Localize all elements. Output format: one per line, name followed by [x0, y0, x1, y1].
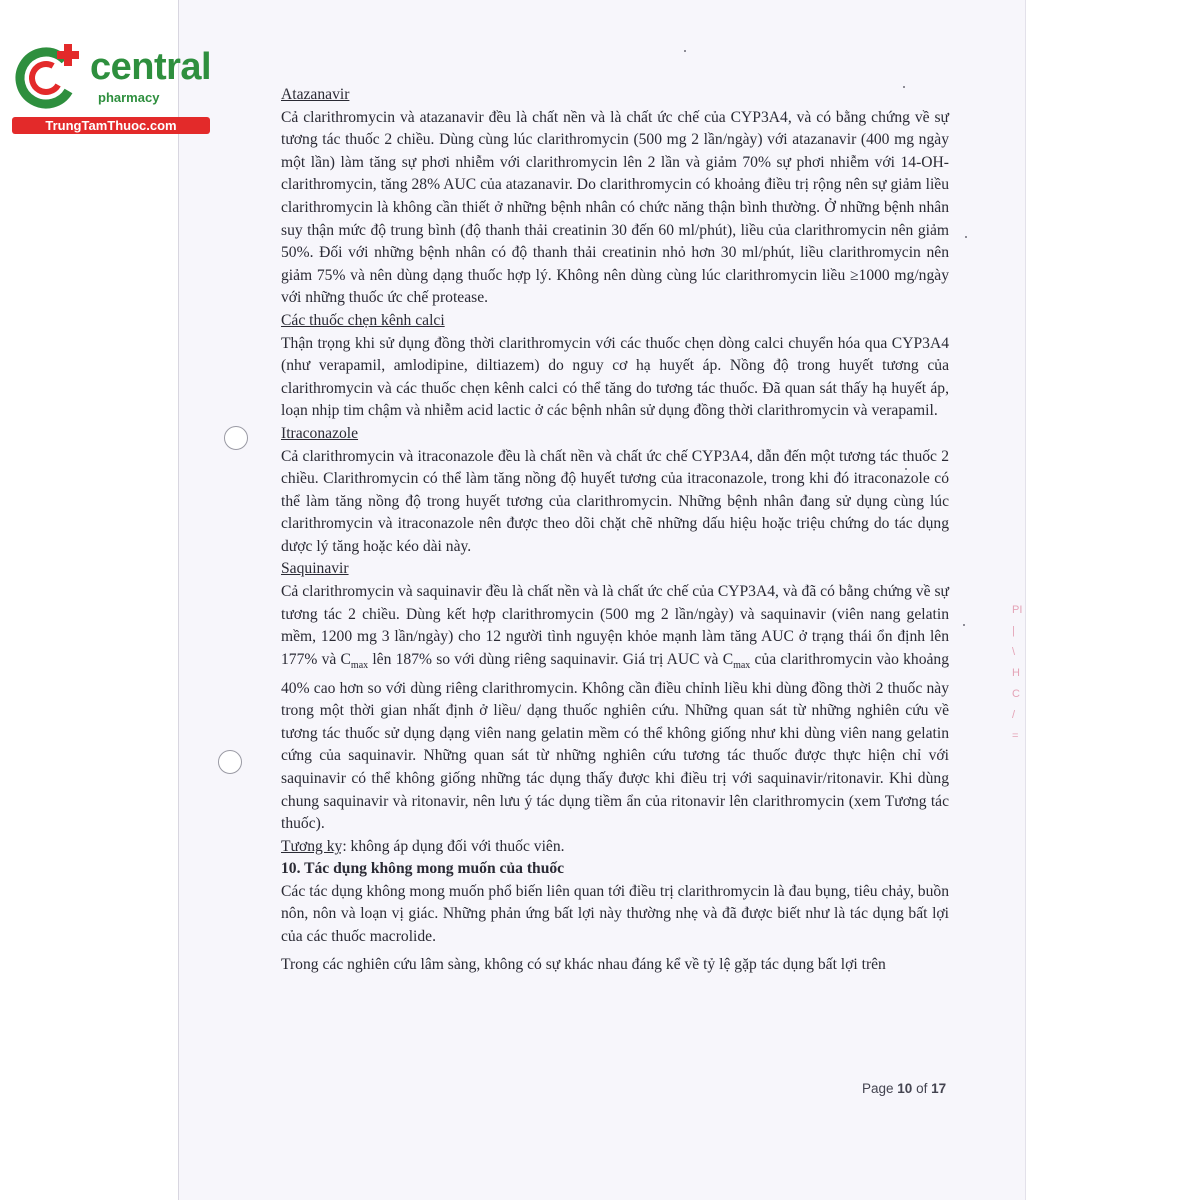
brand-website: TrungTamThuoc.com [12, 117, 210, 134]
section-heading-itraconazole: Itraconazole [281, 424, 359, 442]
scan-speck [965, 236, 967, 238]
subscript: max [350, 659, 369, 671]
text-run: Cả clarithromycin và saquinavir đều là chất nền và là chất ức chế của CYP3A4, và đã có bằng chứng về sự tương tác 2 chiều. Dùng kết hợp clarithromycin (500 mg 2 lần/ngày) và saquinavir (viên nang gelatin mềm, 1200 mg 3 lần/ngày) cho 12 người tình nguyện khỏe mạnh làm tăng AUC ở trạng thái ổn định lên 177% và C [281, 583, 949, 668]
incompatibility-text: : không áp dụng đối với thuốc viên. [342, 837, 565, 855]
page-number [862, 1081, 946, 1096]
page-prefix: Page [862, 1081, 898, 1096]
margin-mark: PI [1012, 604, 1023, 616]
section-heading-calcium: Các thuốc chẹn kênh calci [281, 311, 445, 329]
central-pharmacy-logo [10, 38, 215, 138]
pharmacy-cross-icon [10, 38, 88, 116]
page-current: 10 [897, 1081, 913, 1096]
section-10-title: 10. Tác dụng không mong muốn của thuốc [281, 860, 565, 878]
margin-stamp-marks [1012, 600, 1032, 747]
section-heading-atazanavir: Atazanavir [281, 86, 350, 103]
incompatibility-label: Tương kỵ [281, 837, 343, 855]
paragraph-side-effects-2: Trong các nghiên cứu lâm sàng, không có sự khác nhau đáng kể về tỷ lệ gặp tác dụng bất lợi trên [281, 955, 886, 973]
page-of: of [912, 1081, 932, 1096]
paragraph-atazanavir: Cả clarithromycin và atazanavir đều là chất nền và là chất ức chế của CYP3A4, và có bằng chứng về sự tương tác thuốc 2 chiều. Dùng cùng lúc clarithromycin (500 mg 2 lần/ngày) với atazanavir (400 mg ngày một lần) làm tăng sự phơi nhiễm với clarithromycin lên 2 lần và giảm 70% sự phơi nhiễm với 14-OH-clarithromycin, tăng 28% AUC của atazanavir. Do clarithromycin có khoảng điều trị rộng nên sự giảm liều clarithromycin là không cần thiết ở những bệnh nhân có chức năng thận bình thường. Ở những bệnh nhân suy thận mức độ trung bình (độ thanh thải creatinin 30 đến 60 ml/phút), liều của clarithromycin nên giảm 50%. Đối với những bệnh nhân có độ thanh thải creatinin nhỏ hơn 30 ml/phút, liều clarithromycin nên giảm 75% và nên dùng dạng thuốc hợp lý. Không nên dùng cùng lúc clarithromycin liều ≥1000 mg/ngày với những thuốc ức chế protease. [281, 108, 949, 307]
margin-mark: C [1012, 688, 1020, 700]
punch-hole [224, 426, 248, 450]
margin-mark: / [1012, 709, 1016, 721]
brand-name: central [90, 46, 212, 88]
scan-speck [684, 50, 686, 52]
scan-speck [963, 624, 965, 626]
margin-mark: H [1012, 667, 1020, 679]
margin-mark: | [1012, 625, 1015, 637]
paragraph-side-effects-1: Các tác dụng không mong muốn phổ biến liên quan tới điều trị clarithromycin là đau bụng, tiêu chảy, buồn nôn, nôn và loạn vị giác. Những phản ứng bất lợi này thường nhẹ và đã được biết như là tác dụng bất lợi của các thuốc macrolide. [281, 882, 949, 946]
paragraph-saquinavir [281, 581, 949, 836]
text-run: của clarithromycin vào khoảng 40% cao hơn so với dùng riêng clarithromycin. Không cần điều chỉnh liều khi dùng đồng thời 2 thuốc này trong một thời gian nhất định ở liều/ dạng thuốc nghiên cứu. Những quan sát từ những nghiên cứu về tương tác thuốc sử dụng dạng viên nang gelatin mềm có thể không giống như khi dùng viên nang gelatin cứng của saquinavir. Những quan sát từ những nghiên cứu tương tác thuốc được thực hiện chỉ với saquinavir có thể không giống những tác dụng thấy được khi điều trị với saquinavir/ritonavir. Khi dùng chung saquinavir và ritonavir, nên lưu ý tác dụng tiềm ẩn của ritonavir lên clarithromycin (xem Tương tác thuốc). [281, 650, 950, 833]
incompatibility-line [281, 836, 949, 859]
section-heading-saquinavir: Saquinavir [281, 560, 349, 578]
margin-mark: \ [1012, 646, 1016, 658]
document-body [281, 84, 949, 976]
text-run: lên 187% so với dùng riêng saquinavir. Giá trị AUC và C [368, 650, 734, 668]
subscript: max [733, 659, 751, 671]
brand-subtitle: pharmacy [98, 90, 160, 105]
paragraph-calcium: Thận trọng khi sử dụng đồng thời clarithromycin với các thuốc chẹn dòng calci chuyển hóa qua CYP3A4 (như verapamil, amlodipine, diltiazem) do nguy cơ hạ huyết áp. Nồng độ trong huyết tương của clarithromycin và các thuốc chẹn kênh calci có thể tăng do tương tác thuốc. Đã quan sát thấy hạ huyết áp, loạn nhịp tim chậm và nhiễm acid lactic ở các bệnh nhân sử dụng đồng thời clarithromycin và verapamil. [281, 334, 949, 420]
punch-hole [218, 750, 242, 774]
page-total: 17 [931, 1081, 947, 1096]
paragraph-itraconazole: Cả clarithromycin và itraconazole đều là chất nền và chất ức chế CYP3A4, dẫn đến một tương tác thuốc 2 chiều. Clarithromycin có thể làm tăng nồng độ huyết tương của itraconazole, trong khi đó itraconazole có thể làm tăng nồng độ trong huyết tương của clarithromycin. Những bệnh nhân đang sử dụng cùng lúc clarithromycin và itraconazole nên được theo dõi chặt chẽ những dấu hiệu hoặc triệu chứng do tác dụng dược lý tăng hoặc kéo dài này. [281, 447, 949, 555]
margin-mark: = [1012, 730, 1019, 742]
